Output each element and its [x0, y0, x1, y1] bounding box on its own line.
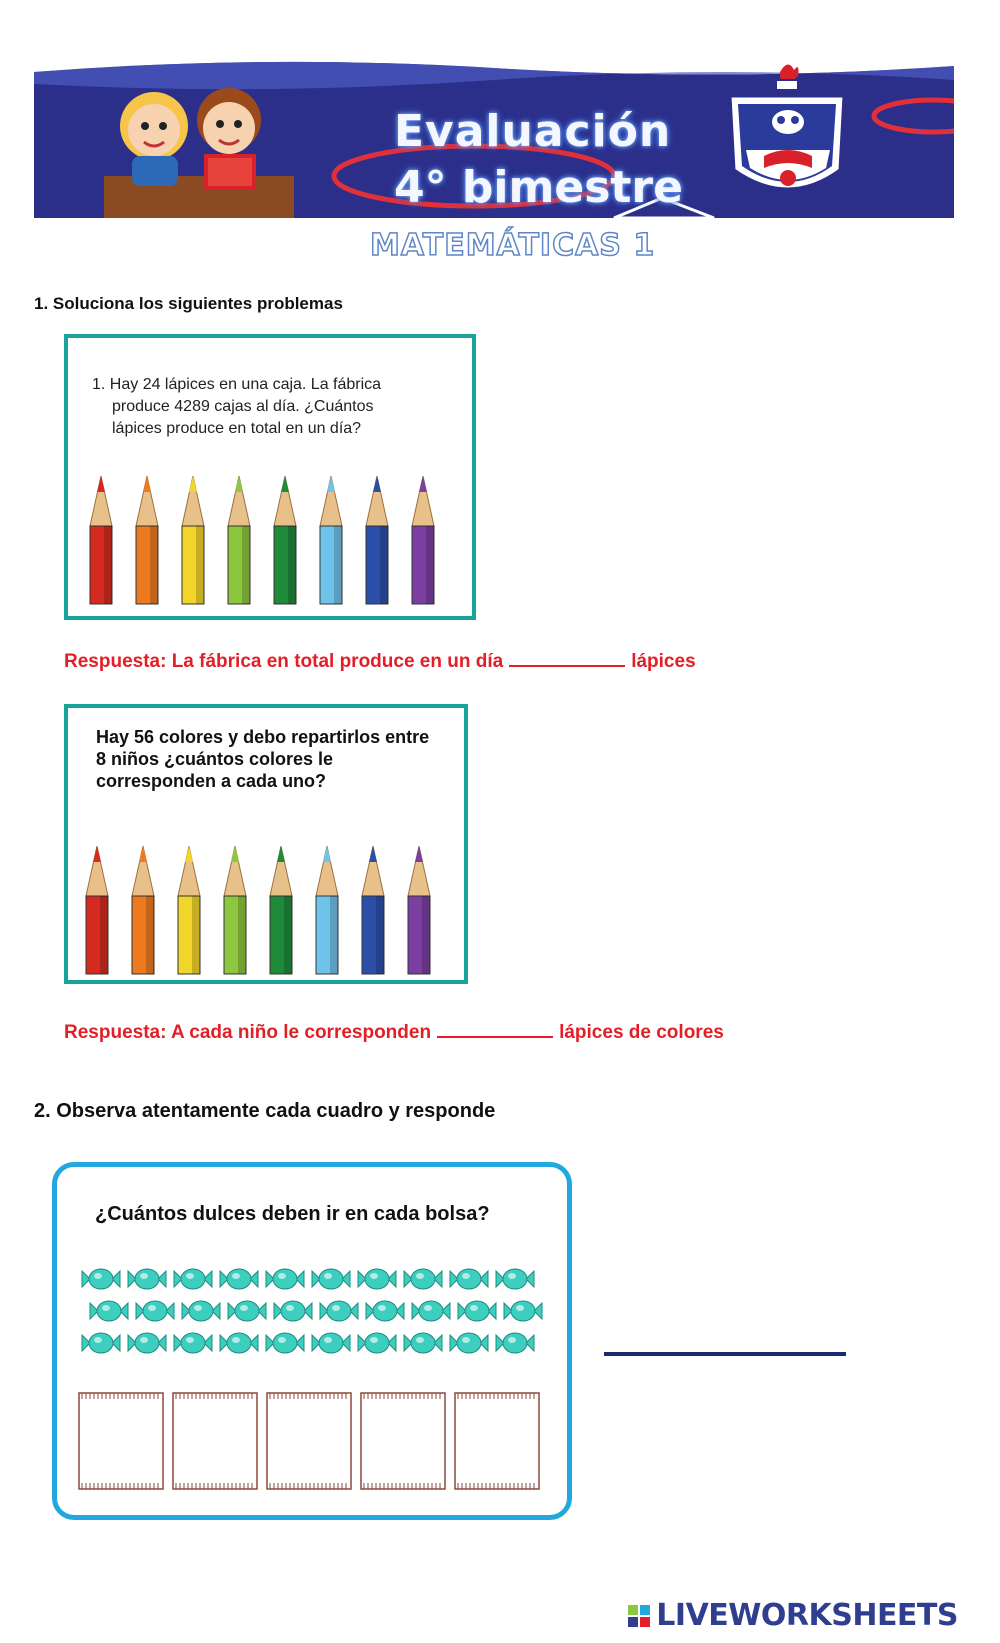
candy-icon [274, 1301, 312, 1321]
pencil-icon [408, 846, 430, 974]
candy-question: ¿Cuántos dulces deben ir en cada bolsa? [95, 1203, 490, 1225]
pencil-icon [270, 846, 292, 974]
pencil-icon [362, 846, 384, 974]
candy-icon [82, 1269, 120, 1289]
pencil-icon [412, 476, 434, 604]
candy-icon [404, 1269, 442, 1289]
problem-1-line-3: lápices produce en total en un día? [112, 420, 362, 437]
candy-card [52, 1162, 572, 1520]
bag-icon [455, 1393, 539, 1489]
candy-icon [358, 1269, 396, 1289]
problem-1-answer-blank[interactable] [509, 651, 625, 667]
pencil-icon [136, 476, 158, 604]
candy-icon [136, 1301, 174, 1321]
problem-2-answer-blank[interactable] [437, 1022, 553, 1038]
problem-2-answer [64, 1022, 724, 1044]
candy-icon [266, 1333, 304, 1353]
pencils-illustration [76, 846, 460, 976]
candy-icon [174, 1269, 212, 1289]
bag-icon [361, 1393, 445, 1489]
problem-2-answer-prefix: Respuesta: A cada niño le corresponden [64, 1022, 432, 1043]
pencil-icon [228, 476, 250, 604]
candy-icon [90, 1301, 128, 1321]
section-2-heading: 2. Observa atentamente cada cuadro y responde [34, 1100, 496, 1122]
banner-subtitle: 4° bimestre [394, 162, 683, 213]
problem-1-line-2: produce 4289 cajas al día. ¿Cuántos [112, 398, 374, 415]
liveworksheets-watermark [628, 1598, 958, 1633]
pencil-icon [224, 846, 246, 974]
pencil-icon [320, 476, 342, 604]
candy-icon [312, 1333, 350, 1353]
pencil-icon [178, 846, 200, 974]
bags-illustration [75, 1389, 555, 1493]
candy-icon [320, 1301, 358, 1321]
candy-icon [450, 1333, 488, 1353]
problem-2-line-2: 8 niños ¿cuántos colores le [96, 749, 334, 769]
pencil-icon [86, 846, 108, 974]
bag-icon [173, 1393, 257, 1489]
candy-icon [412, 1301, 450, 1321]
problem-2-line-3: corresponden a cada uno? [96, 771, 327, 791]
candy-icon [228, 1301, 266, 1321]
candies-illustration [75, 1263, 555, 1363]
candy-icon [366, 1301, 404, 1321]
pencil-icon [90, 476, 112, 604]
candy-icon [358, 1333, 396, 1353]
candy-icon [82, 1333, 120, 1353]
candy-icon [266, 1269, 304, 1289]
pencil-icon [316, 846, 338, 974]
bag-icon [79, 1393, 163, 1489]
pencil-icon [182, 476, 204, 604]
banner-title: Evaluación [394, 106, 672, 157]
header-banner [34, 58, 954, 218]
liveworksheets-logo-icon [628, 1605, 652, 1629]
pencil-icon [274, 476, 296, 604]
pencils-illustration [80, 476, 464, 606]
candy-icon [182, 1301, 220, 1321]
candy-icon [220, 1333, 258, 1353]
bag-icon [267, 1393, 351, 1489]
pencil-icon [132, 846, 154, 974]
candy-icon [312, 1269, 350, 1289]
problem-2-answer-suffix: lápices de colores [559, 1022, 724, 1043]
problem-2-line-1: Hay 56 colores y debo repartirlos entre [96, 727, 430, 747]
candy-icon [174, 1333, 212, 1353]
candy-icon [128, 1333, 166, 1353]
candy-icon [220, 1269, 258, 1289]
candy-icon [450, 1269, 488, 1289]
problem-1-line-1: 1. Hay 24 lápices en una caja. La fábrica [92, 376, 382, 393]
subject-title: MATEMÁTICAS 1 [370, 228, 656, 263]
candy-icon [128, 1269, 166, 1289]
problem-1-answer-prefix: Respuesta: La fábrica en total produce en un día [64, 651, 504, 672]
section-1-heading: 1. Soluciona los siguientes problemas [34, 294, 343, 313]
candy-icon [458, 1301, 496, 1321]
problem-2-card [64, 704, 468, 984]
watermark-text: LIVEWORKSHEETS [656, 1598, 958, 1633]
problem-1-answer [64, 651, 696, 673]
problem-1-answer-suffix: lápices [631, 651, 696, 672]
candy-icon [504, 1301, 542, 1321]
candy-icon [496, 1269, 534, 1289]
pencil-icon [366, 476, 388, 604]
candy-icon [404, 1333, 442, 1353]
candy-answer-line[interactable] [604, 1352, 846, 1356]
candy-icon [496, 1333, 534, 1353]
problem-1-card [64, 334, 476, 620]
